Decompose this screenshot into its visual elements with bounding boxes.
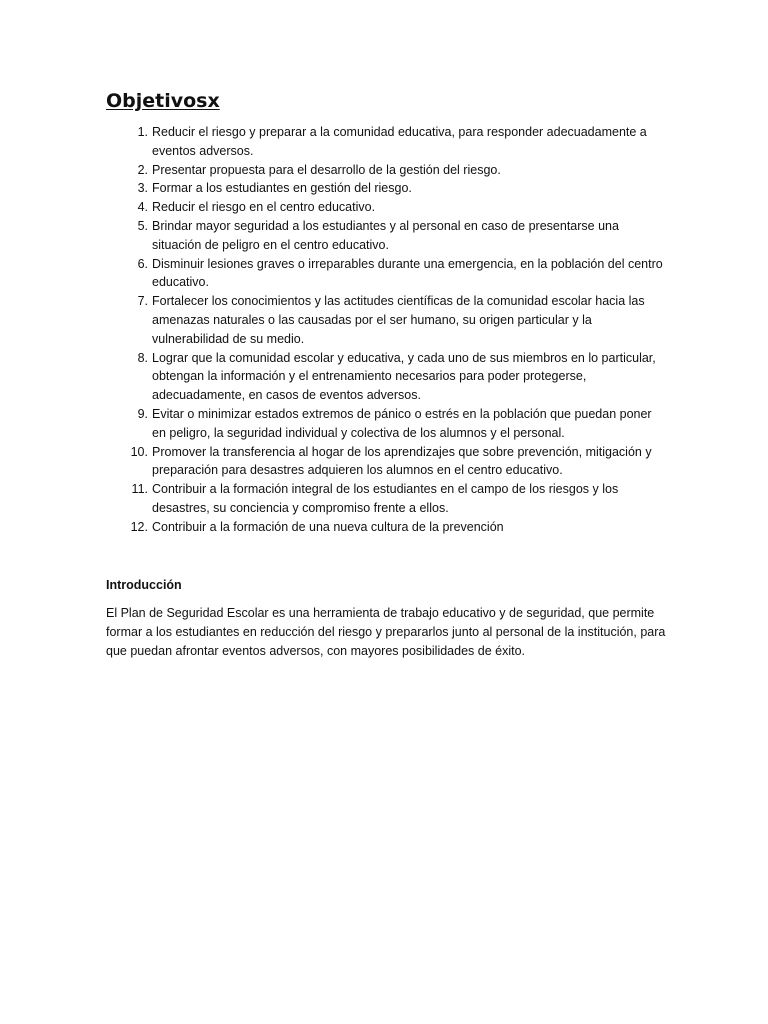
intro-paragraph: El Plan de Seguridad Escolar es una herramienta de trabajo educativo y de seguridad, que permite formar a los estudiantes en reducción del riesgo y prepararlos junto al personal de la institución, para que puedan afrontar eventos adversos, con mayores posibilidades de éxito. xyxy=(106,606,666,659)
page-title: Objetivosx xyxy=(106,90,220,112)
list-item-text: Promover la transferencia al hogar de los aprendizajes que sobre prevención, mitigación y preparación para desastres adquieren los alumnos en el centro educativo. xyxy=(152,444,652,478)
list-item-text: Reducir el riesgo y preparar a la comunidad educativa, para responder adecuadamente a eventos adversos. xyxy=(152,125,647,158)
list-item-text: Reducir el riesgo en el centro educativo. xyxy=(152,200,376,215)
list-item xyxy=(106,255,666,293)
list-item-text: Contribuir a la formación de una nueva cultura de la prevención xyxy=(152,519,504,534)
list-item-text: Contribuir a la formación integral de los estudiantes en el campo de los riesgos y los desastres, su conciencia y compromiso frente a ellos. xyxy=(152,482,619,515)
list-item-text: Presentar propuesta para el desarrollo de la gestión del riesgo. xyxy=(152,162,501,177)
list-item-number: 3. xyxy=(137,181,148,196)
list-item-number: 9. xyxy=(137,406,148,421)
list-item-text: Evitar o minimizar estados extremos de pánico o estrés en la población que puedan poner en peligro, la seguridad individual y colectiva de los alumnos y el personal. xyxy=(152,406,652,440)
list-item xyxy=(106,480,666,518)
list-item xyxy=(106,349,666,405)
list-item xyxy=(106,179,666,198)
list-item-text: Disminuir lesiones graves o irreparables durante una emergencia, en la población del centro educativo. xyxy=(152,256,663,290)
list-item xyxy=(106,198,666,217)
intro-heading: Introducción xyxy=(106,578,182,592)
list-item xyxy=(106,123,666,161)
list-item-number: 12. xyxy=(130,519,148,534)
list-item-text: Formar a los estudiantes en gestión del riesgo. xyxy=(152,181,412,196)
list-item-text: Lograr que la comunidad escolar y educativa, y cada uno de sus miembros en lo particular, obtengan la información y el entrenamiento necesarios para poder protegerse, adecuadamente, en casos de eventos adversos. xyxy=(152,350,656,403)
objectives-list xyxy=(106,123,666,537)
list-item xyxy=(106,161,666,180)
list-item xyxy=(106,518,666,537)
list-item-number: 7. xyxy=(137,294,148,309)
list-item xyxy=(106,443,666,481)
list-item xyxy=(106,292,666,348)
list-item-number: 8. xyxy=(137,350,148,365)
list-item xyxy=(106,217,666,255)
list-item-text: Brindar mayor seguridad a los estudiantes y al personal en caso de presentarse una situación de peligro en el centro educativo. xyxy=(152,218,619,252)
list-item-number: 4. xyxy=(137,200,148,215)
list-item-number: 10. xyxy=(130,444,148,459)
list-item-number: 11. xyxy=(131,482,148,497)
list-item-number: 5. xyxy=(137,218,148,233)
list-item-number: 1. xyxy=(137,125,148,139)
list-item-text: Fortalecer los conocimientos y las actitudes científicas de la comunidad escolar hacia las amenazas naturales o las causadas por el ser humano, su origen particular y la vulnerabilidad de su medio. xyxy=(152,294,645,346)
list-item xyxy=(106,405,666,443)
list-item-number: 2. xyxy=(137,162,148,177)
list-item-number: 6. xyxy=(137,256,148,271)
